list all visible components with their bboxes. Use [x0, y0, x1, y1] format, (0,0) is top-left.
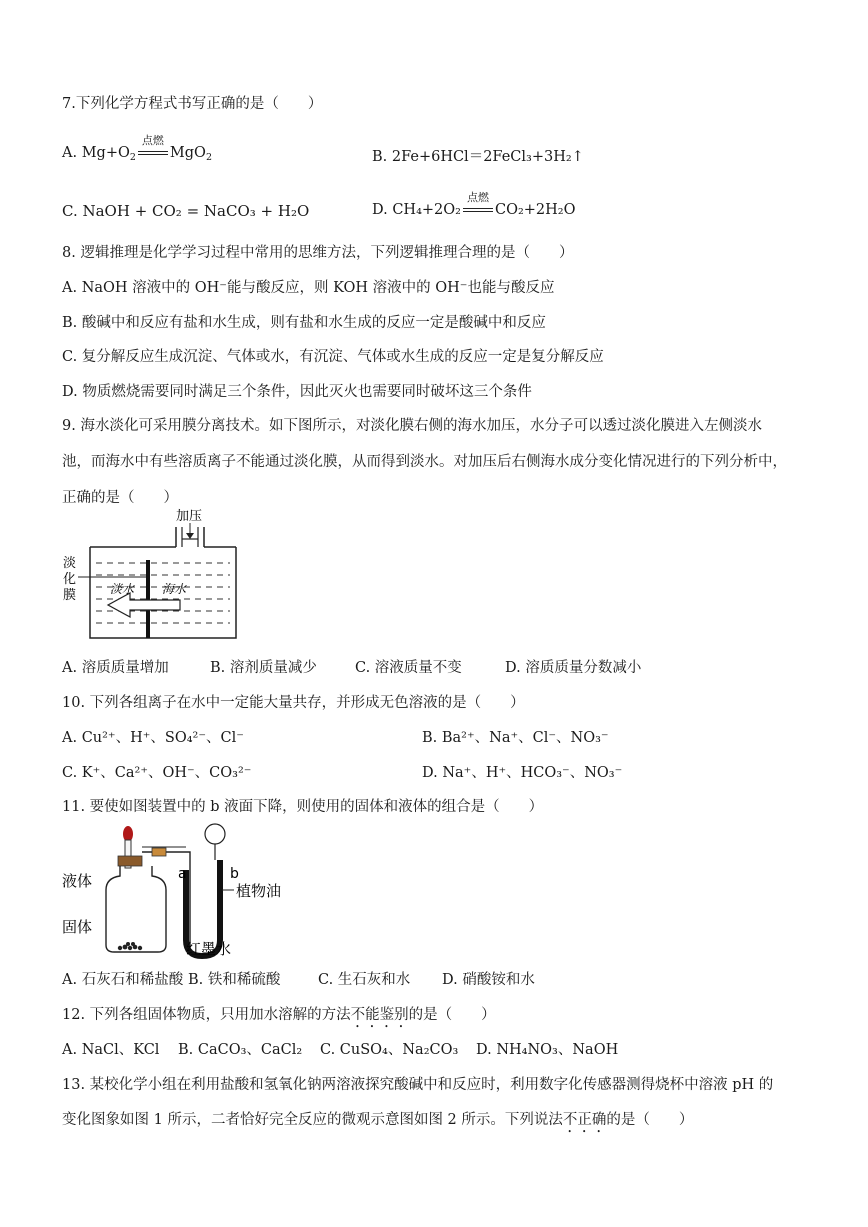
q10-option-d[interactable]: D. Na⁺、H⁺、HCO₃⁻、NO₃⁻: [422, 765, 623, 781]
q8-option-d[interactable]: D. 物质燃烧需要同时满足三个条件，因此灭火也需要同时破坏这三个条件: [62, 384, 532, 400]
red-ink-label: 红墨水: [186, 940, 232, 958]
q8-option-c[interactable]: C. 复分解反应生成沉淀、气体或水，有沉淀、气体或水生成的反应一定是复分解反应: [62, 349, 604, 365]
q10-option-c[interactable]: C. K⁺、Ca²⁺、OH⁻、CO₃²⁻: [62, 765, 252, 781]
q10-option-b[interactable]: B. Ba²⁺、Na⁺、Cl⁻、NO₃⁻: [422, 730, 609, 746]
q10-option-a[interactable]: A. Cu²⁺、H⁺、SO₄²⁻、Cl⁻: [62, 730, 244, 746]
press-label: 加压: [176, 509, 203, 524]
q11-option-d[interactable]: D. 硝酸铵和水: [442, 972, 535, 988]
u-tube-apparatus-figure: [58, 820, 308, 960]
q8-option-a[interactable]: A. NaOH 溶液中的 OH⁻能与酸反应，则 KOH 溶液中的 OH⁻也能与酸反应: [62, 280, 555, 296]
q9-stem-line3: 正确的是（ ）: [62, 490, 178, 506]
sea-water-label: 海水: [162, 582, 187, 596]
tube-a-label: a: [178, 866, 187, 882]
liquid-label: 液体: [62, 872, 93, 890]
q9-stem-line2: 池，而海水中有些溶质离子不能通过淡化膜，从而得到淡水。对加压后右侧海水成分变化情况进行的下列分析中，: [62, 454, 787, 470]
q12-option-c[interactable]: C. CuSO₄、Na₂CO₃: [320, 1042, 459, 1058]
q12-option-d[interactable]: D. NH₄NO₃、NaOH: [476, 1042, 619, 1058]
vegetable-oil-label: 植物油: [236, 882, 282, 900]
q9-option-c[interactable]: C. 溶液质量不变: [355, 660, 462, 676]
q9-option-a[interactable]: A. 溶质质量增加: [62, 660, 169, 676]
q7-stem: 7.下列化学方程式书写正确的是（ ）: [62, 96, 323, 112]
q8-stem: 8. 逻辑推理是化学学习过程中常用的思维方法，下列逻辑推理合理的是（ ）: [62, 245, 574, 261]
solid-label: 固体: [62, 918, 93, 936]
q12-option-a[interactable]: A. NaCl、KCl: [62, 1042, 160, 1058]
fresh-water-label: 淡水: [110, 582, 135, 596]
q7-option-a[interactable]: A. $Mg+O_2$ 点燃 MgO$_2$: [62, 134, 212, 163]
q12-stem: 12. 下列各组固体物质，只用加水溶解的方法不能鉴别的是（ ）: [62, 1007, 496, 1023]
membrane-label: 淡化膜: [63, 556, 77, 603]
q11-option-a[interactable]: A. 石灰石和稀盐酸: [62, 972, 184, 988]
q13-stem-line2: 变化图象如图 1 所示，二者恰好完全反应的微观示意图如图 2 所示。下列说法不正确的是（ ）: [62, 1112, 694, 1128]
q9-option-b[interactable]: B. 溶剂质量减少: [210, 660, 317, 676]
q7-option-c[interactable]: C. NaOH + CO₂ = NaCO₃ + H₂O: [62, 202, 310, 220]
q7-option-d[interactable]: D. CH₄+2O₂ 点燃 CO₂+2H₂O: [372, 191, 576, 218]
q8-option-b[interactable]: B. 酸碱中和反应有盐和水生成，则有盐和水生成的反应一定是酸碱中和反应: [62, 315, 546, 331]
q12-option-b[interactable]: B. CaCO₃、CaCl₂: [178, 1042, 303, 1058]
reaction-condition: 点燃: [461, 202, 495, 218]
reaction-condition: 点燃: [136, 145, 170, 161]
tube-b-label: b: [230, 866, 239, 882]
q11-stem: 11. 要使如图装置中的 b 液面下降，则使用的固体和液体的组合是（ ）: [62, 799, 544, 815]
q9-option-d[interactable]: D. 溶质质量分数减小: [505, 660, 642, 676]
membrane-desalination-figure: [58, 505, 248, 645]
q11-option-b[interactable]: B. 铁和稀硫酸: [188, 972, 281, 988]
q7-option-b[interactable]: B. 2Fe+6HCl＝2FeCl₃+3H₂↑: [372, 149, 584, 165]
q13-stem-line1: 13. 某校化学小组在利用盐酸和氢氧化钠两溶液探究酸碱中和反应时，利用数字化传感器测得烧杯中溶液 pH 的: [62, 1077, 774, 1093]
q9-stem-line1: 9. 海水淡化可采用膜分离技术。如下图所示，对淡化膜右侧的海水加压，水分子可以透过淡化膜进入左侧淡水: [62, 418, 762, 434]
q10-stem: 10. 下列各组离子在水中一定能大量共存，并形成无色溶液的是（ ）: [62, 695, 525, 711]
q11-option-c[interactable]: C. 生石灰和水: [318, 972, 411, 988]
